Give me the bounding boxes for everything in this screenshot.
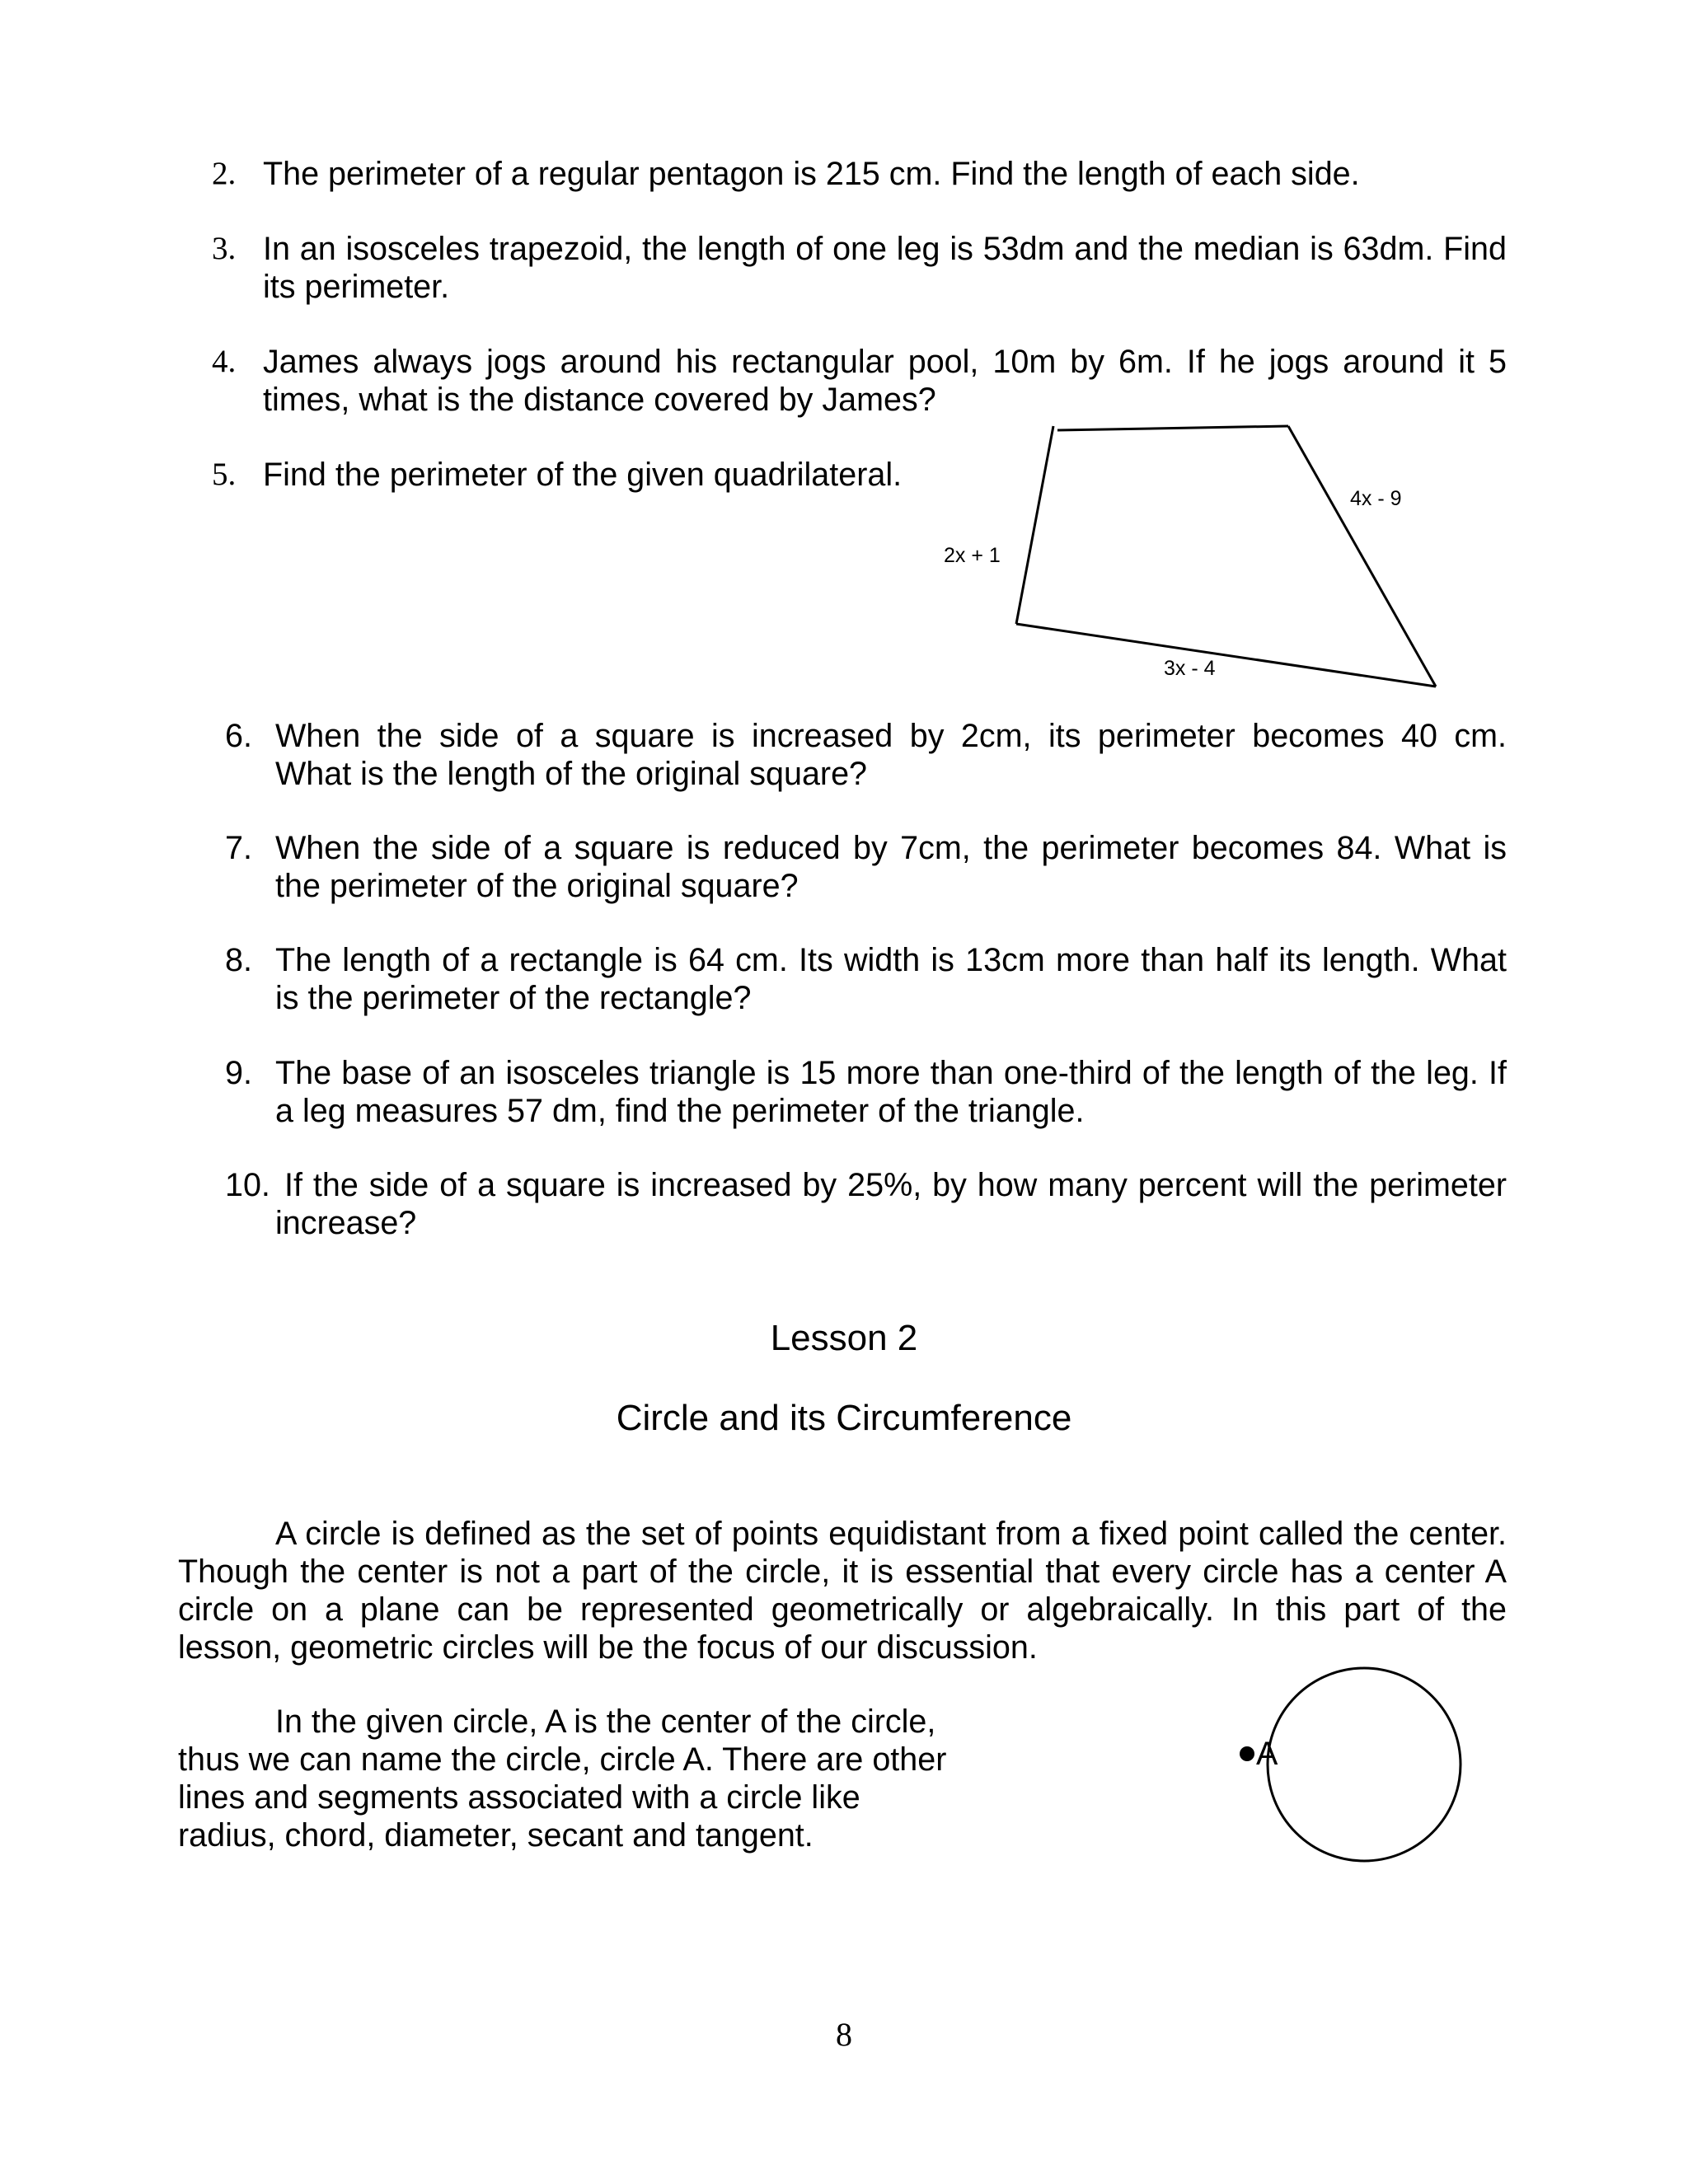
circle-center-point: [1240, 1746, 1254, 1761]
problem-9-line-2: a leg measures 57 dm, find the perimeter of the triangle.: [275, 1093, 1085, 1129]
problem-3-line-2: its perimeter.: [263, 269, 450, 305]
problem-5-text: Find the perimeter of the given quadrilateral.: [263, 457, 903, 493]
problem-4-line-1: James always jogs around his rectangular pool, 10m by 6m. If he jogs around it 5: [263, 344, 1507, 380]
problem-10-number: 10.: [225, 1167, 270, 1203]
problem-8-number: 8.: [225, 942, 252, 978]
problem-3-line-1: In an isosceles trapezoid, the length of one leg is 53dm and the median is 63dm. Find: [263, 231, 1507, 267]
paragraph-1-line-1: A circle is defined as the set of points equidistant from a fixed point called the center.: [275, 1516, 1507, 1552]
problem-8-line-1: The length of a rectangle is 64 cm. Its width is 13cm more than half its length. What: [275, 942, 1507, 978]
problem-7-line-1: When the side of a square is reduced by 7cm, the perimeter becomes 84. What is: [275, 830, 1507, 866]
label-4x-minus-9: 4x - 9: [1350, 487, 1402, 510]
quadrilateral-side-right: [1288, 426, 1436, 687]
paragraph-1-line-2: Though the center is not a part of the circle, it is essential that every circle has a center A: [178, 1554, 1507, 1590]
problem-6-line-2: What is the length of the original square?: [275, 756, 868, 792]
problem-2-text: The perimeter of a regular pentagon is 215 cm. Find the length of each side.: [263, 156, 1360, 192]
paragraph-2-line-4: radius, chord, diameter, secant and tangent.: [178, 1817, 814, 1854]
problem-6-line-1: When the side of a square is increased by 2cm, its perimeter becomes 40 cm.: [275, 718, 1507, 754]
problem-7-line-2: the perimeter of the original square?: [275, 868, 799, 904]
page-number: 8: [836, 2016, 852, 2053]
problem-2-number: 2.: [212, 156, 237, 191]
label-3x-minus-4: 3x - 4: [1164, 657, 1216, 680]
paragraph-1-line-4: lesson, geometric circles will be the focus of our discussion.: [178, 1629, 1038, 1666]
paragraph-1-line-3: circle on a plane can be represented geometrically or algebraically. In this part of the: [178, 1591, 1507, 1628]
problem-9-line-1: The base of an isosceles triangle is 15 more than one-third of the length of the leg. If: [275, 1055, 1507, 1091]
quadrilateral-side-left: [1016, 426, 1053, 624]
paragraph-2-line-1: In the given circle, A is the center of the circle,: [275, 1704, 936, 1740]
problem-10-line-2: increase?: [275, 1205, 417, 1241]
label-2x-plus-1: 2x + 1: [944, 544, 1001, 567]
problem-5-number: 5.: [212, 457, 237, 492]
circle-a: [1268, 1668, 1461, 1861]
problem-10-line-1: If the side of a square is increased by 25%, by how many percent will the perimeter: [284, 1167, 1507, 1203]
problem-6-number: 6.: [225, 718, 252, 754]
problem-4-line-2: times, what is the distance covered by James?: [263, 382, 936, 418]
problem-3-number: 3.: [212, 231, 237, 266]
paragraph-2-line-2: thus we can name the circle, circle A. There are other: [178, 1741, 947, 1778]
problem-8-line-2: is the perimeter of the rectangle?: [275, 980, 752, 1016]
lesson-title: Circle and its Circumference: [616, 1398, 1072, 1438]
lesson-number: Lesson 2: [770, 1318, 918, 1358]
problem-9-number: 9.: [225, 1055, 252, 1091]
quadrilateral-side-bottom: [1016, 624, 1436, 687]
quadrilateral-side-top: [1057, 426, 1288, 430]
problem-4-number: 4.: [212, 344, 237, 379]
paragraph-2-line-3: lines and segments associated with a circle like: [178, 1779, 860, 1816]
problem-7-number: 7.: [225, 830, 252, 866]
circle-center-label: A: [1256, 1736, 1278, 1772]
